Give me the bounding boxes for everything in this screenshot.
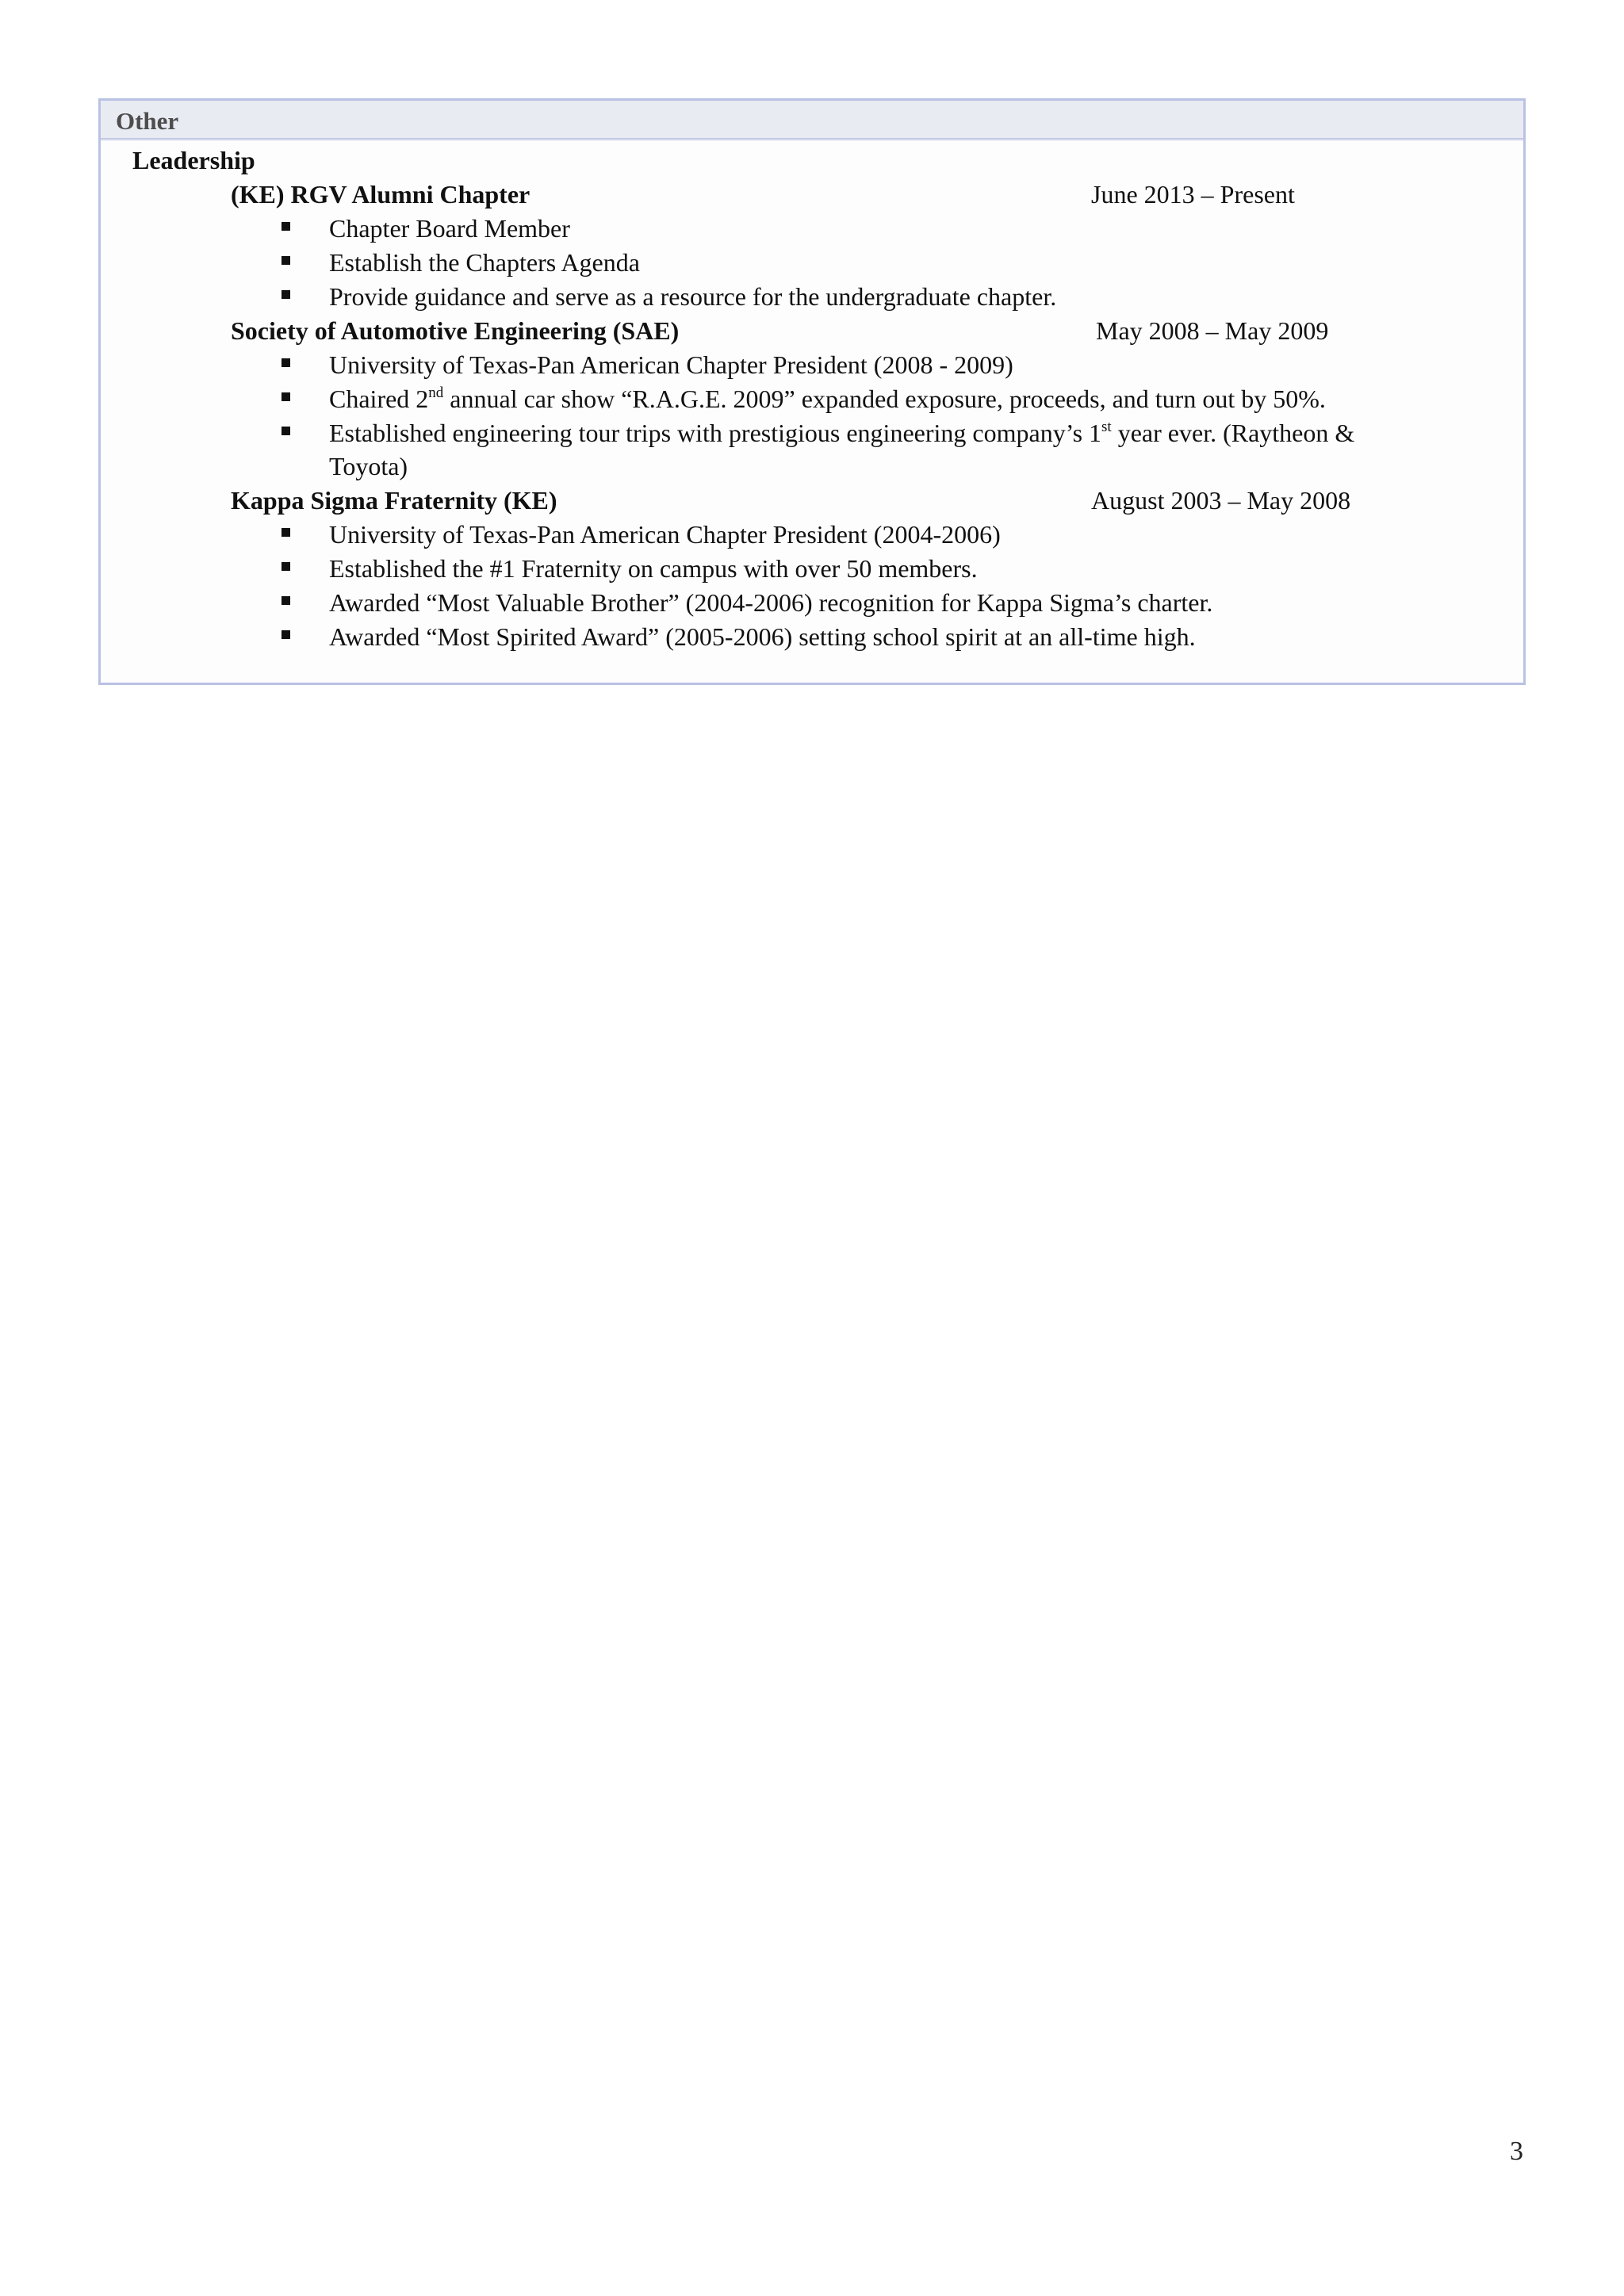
bullet-square-icon <box>282 427 290 435</box>
bullet-item: Establish the Chapters Agenda <box>329 248 640 277</box>
bullet-item: Chapter Board Member <box>329 214 570 243</box>
entry-organization: Kappa Sigma Fraternity (KE) <box>231 486 557 515</box>
bullet-square-icon <box>282 562 290 571</box>
bullet-text-part: Established engineering tour trips with prestigious engineering company’s 1 <box>329 419 1102 447</box>
page-number: 3 <box>1510 2137 1523 2166</box>
entry-dates: August 2003 – May 2008 <box>1091 486 1351 515</box>
bullet-square-icon <box>282 528 290 537</box>
bullet-item: Awarded “Most Valuable Brother” (2004-2006) recognition for Kappa Sigma’s charter. <box>329 588 1213 617</box>
bullet-text-part: year ever. (Raytheon & <box>1111 419 1355 447</box>
bullet-item: Established the #1 Fraternity on campus with over 50 members. <box>329 554 978 583</box>
bullet-item: Provide guidance and serve as a resource for the undergraduate chapter. <box>329 282 1057 311</box>
bullet-item: University of Texas-Pan American Chapter President (2008 - 2009) <box>329 350 1013 379</box>
section-header <box>101 101 1523 140</box>
bullet-square-icon <box>282 392 290 401</box>
bullet-square-icon <box>282 290 290 299</box>
ordinal-suffix: nd <box>428 385 444 401</box>
bullet-item <box>329 417 1354 449</box>
bullet-text-part: Chaired 2 <box>329 385 429 413</box>
entry-organization: Society of Automotive Engineering (SAE) <box>231 316 680 345</box>
bullet-square-icon <box>282 222 290 231</box>
bullet-square-icon <box>282 630 290 639</box>
bullet-square-icon <box>282 358 290 367</box>
entry-organization: (KE) RGV Alumni Chapter <box>231 180 530 209</box>
section-title: Other <box>116 107 179 135</box>
other-section <box>98 98 1526 685</box>
bullet-item <box>329 383 1326 415</box>
bullet-item: University of Texas-Pan American Chapter President (2004-2006) <box>329 520 1001 549</box>
entry-dates: May 2008 – May 2009 <box>1096 316 1329 345</box>
ordinal-suffix: st <box>1101 419 1112 435</box>
category-heading: Leadership <box>132 146 255 174</box>
bullet-text-part: annual car show “R.A.G.E. 2009” expanded exposure, proceeds, and turn out by 50%. <box>443 385 1326 413</box>
bullet-square-icon <box>282 596 290 605</box>
bullet-item-continuation: Toyota) <box>329 452 408 480</box>
entry-dates: June 2013 – Present <box>1091 180 1295 209</box>
bullet-square-icon <box>282 256 290 265</box>
bullet-item: Awarded “Most Spirited Award” (2005-2006) setting school spirit at an all-time high. <box>329 622 1196 651</box>
